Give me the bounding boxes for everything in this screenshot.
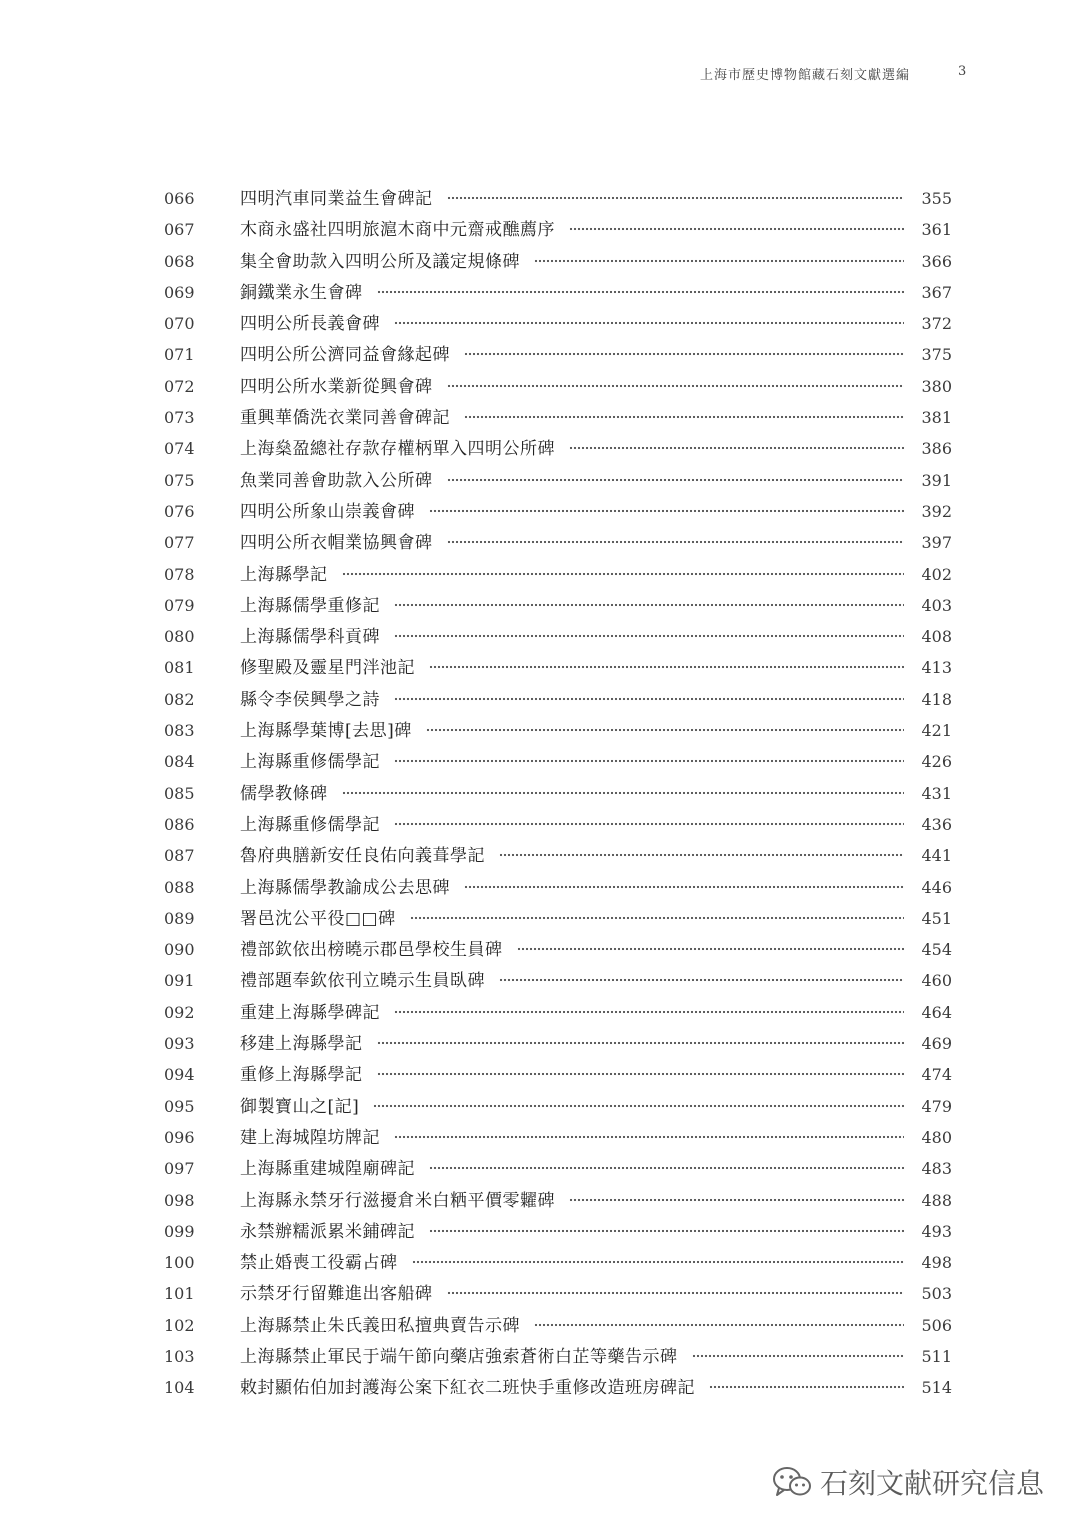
entry-number: 102 [164, 1315, 195, 1335]
entry-page: 480 [921, 1127, 952, 1147]
entry-page: 355 [921, 189, 952, 208]
toc-entry [164, 496, 952, 527]
entry-number: 072 [164, 376, 195, 396]
entry-title: 四明公所公濟同益會緣起碑 [240, 345, 450, 366]
dot-leader [412, 1260, 905, 1264]
entry-page: 506 [921, 1315, 952, 1335]
entry-page: 454 [921, 940, 952, 960]
entry-number: 100 [164, 1253, 195, 1273]
entry-page: 391 [921, 470, 952, 490]
dot-leader [447, 384, 905, 388]
dot-leader [447, 196, 905, 200]
toc-entry [164, 903, 952, 934]
entry-number: 094 [164, 1065, 195, 1085]
entry-title: 上海縣儒學科貢碑 [240, 627, 380, 648]
entry-title: 儒學教條碑 [240, 783, 328, 804]
dot-leader [447, 540, 905, 544]
dot-leader [534, 1323, 904, 1327]
entry-title: 魯府典膳新安任良佑向義葺學記 [240, 846, 485, 867]
dot-leader [394, 697, 904, 701]
entry-number: 084 [164, 752, 195, 772]
dot-leader [569, 1198, 904, 1202]
entry-page: 503 [921, 1284, 952, 1304]
toc-entry [164, 277, 952, 308]
entry-title: 銅鐵業永生會碑 [240, 282, 363, 303]
entry-number: 073 [164, 408, 195, 428]
dot-leader [447, 1291, 905, 1295]
toc-entry [164, 934, 952, 965]
toc-entry [164, 214, 952, 245]
dot-leader [429, 1229, 904, 1233]
entry-page: 392 [921, 501, 952, 521]
toc-entry [164, 715, 952, 746]
wechat-icon [772, 1465, 812, 1499]
dot-leader [342, 791, 905, 795]
toc-entry [164, 1059, 952, 1090]
entry-number: 087 [164, 846, 195, 866]
toc-entry [164, 527, 952, 558]
entry-title: 敕封顯佑伯加封護海公案下紅衣二班快手重修改造班房碑記 [240, 1378, 695, 1399]
dot-leader [377, 1041, 905, 1045]
entry-title: 四明公所象山崇義會碑 [240, 501, 415, 522]
toc-entry [164, 621, 952, 652]
entry-number: 083 [164, 721, 195, 741]
dot-leader [373, 1104, 904, 1108]
entry-page: 426 [921, 752, 952, 772]
entry-number: 069 [164, 282, 195, 302]
entry-title: 四明公所水業新從興會碑 [240, 376, 433, 397]
entry-number: 078 [164, 564, 195, 584]
toc-entry [164, 809, 952, 840]
entry-title: 禁止婚喪工役霸占碑 [240, 1253, 398, 1274]
toc-entry [164, 1028, 952, 1059]
entry-title: 上海縣永禁牙行滋擾倉米白粞平價零糶碑 [240, 1190, 555, 1211]
entry-number: 070 [164, 314, 195, 334]
dot-leader [377, 1072, 905, 1076]
entry-title: 重建上海縣學碑記 [240, 1002, 380, 1023]
entry-title: 四明公所衣帽業協興會碑 [240, 533, 433, 554]
entry-page: 386 [921, 439, 952, 459]
entry-number: 103 [164, 1346, 195, 1366]
entry-page: 413 [921, 658, 952, 678]
entry-number: 101 [164, 1284, 195, 1304]
dot-leader [394, 603, 904, 607]
entry-page: 436 [921, 814, 952, 834]
entry-number: 095 [164, 1096, 195, 1116]
entry-number: 082 [164, 689, 195, 709]
dot-leader [569, 227, 904, 231]
toc-entry [164, 1216, 952, 1247]
entry-title: 上海縣禁止朱氏義田私擅典賣告示碑 [240, 1315, 520, 1336]
entry-number: 076 [164, 501, 195, 521]
entry-title: 署邑沈公平役□□碑 [240, 908, 396, 929]
entry-title: 上海縣儒學重修記 [240, 595, 380, 616]
dot-leader [709, 1385, 904, 1389]
entry-number: 088 [164, 877, 195, 897]
entry-number: 099 [164, 1221, 195, 1241]
entry-page: 418 [921, 689, 952, 709]
watermark [772, 1462, 1044, 1502]
toc-entry [164, 1091, 952, 1122]
dot-leader [410, 916, 904, 920]
dot-leader [499, 853, 904, 857]
toc-entry [164, 1153, 952, 1184]
entry-title: 縣令李侯興學之詩 [240, 689, 380, 710]
entry-title: 修聖殿及靈星門泮池記 [240, 658, 415, 679]
toc-entry [164, 840, 952, 871]
entry-title: 御製寶山之[記] [240, 1096, 360, 1117]
entry-page: 403 [921, 595, 952, 615]
dot-leader [692, 1354, 905, 1358]
dot-leader [447, 478, 905, 482]
entry-title: 集全會助款入四明公所及議定規條碑 [240, 251, 520, 272]
toc-entry [164, 433, 952, 464]
entry-page: 380 [921, 376, 952, 396]
toc-entry [164, 1372, 952, 1403]
entry-number: 096 [164, 1127, 195, 1147]
toc-entry [164, 1278, 952, 1309]
entry-page: 451 [921, 908, 952, 928]
entry-title: 建上海城隍坊牌記 [240, 1127, 380, 1148]
dot-leader [517, 947, 905, 951]
entry-title: 上海縣禁止軍民于端午節向藥店強索蒼術白芷等藥告示碑 [240, 1346, 678, 1367]
entry-title: 上海縣重修儒學記 [240, 752, 380, 773]
dot-leader [394, 634, 904, 638]
entry-title: 上海縣學葉博[去思]碑 [240, 721, 412, 742]
entry-page: 474 [921, 1065, 952, 1085]
entry-title: 四明汽車同業益生會碑記 [240, 189, 433, 209]
entry-page: 469 [921, 1034, 952, 1054]
entry-title: 禮部題奉欽依刊立曉示生員臥碑 [240, 971, 485, 992]
entry-number: 079 [164, 595, 195, 615]
entry-number: 104 [164, 1378, 195, 1398]
toc-entry [164, 746, 952, 777]
toc-entry [164, 371, 952, 402]
toc-entry [164, 1247, 952, 1278]
entry-page: 446 [921, 877, 952, 897]
entry-number: 086 [164, 814, 195, 834]
entry-page: 511 [921, 1346, 952, 1366]
dot-leader [464, 415, 904, 419]
toc-entry [164, 402, 952, 433]
toc-entry [164, 778, 952, 809]
dot-leader [429, 509, 904, 513]
entry-page: 479 [921, 1096, 952, 1116]
entry-number: 080 [164, 627, 195, 647]
entry-number: 097 [164, 1159, 195, 1179]
entry-number: 068 [164, 251, 195, 271]
toc-entry [164, 246, 952, 277]
entry-title: 上海縣重修儒學記 [240, 814, 380, 835]
toc-entry [164, 1310, 952, 1341]
entry-number: 077 [164, 533, 195, 553]
entry-title: 重修上海縣學記 [240, 1065, 363, 1086]
toc-entry [164, 652, 952, 683]
dot-leader [342, 572, 905, 576]
entry-number: 071 [164, 345, 195, 365]
entry-title: 上海縣儒學教諭成公去思碑 [240, 877, 450, 898]
watermark-text: 石刻文献研究信息 [819, 1467, 1044, 1500]
entry-page: 361 [921, 220, 952, 240]
toc-entry [164, 1185, 952, 1216]
dot-leader [429, 665, 904, 669]
entry-page: 483 [921, 1159, 952, 1179]
entry-page: 431 [921, 783, 952, 803]
toc-entry [164, 559, 952, 590]
dot-leader [377, 290, 905, 294]
dot-leader [394, 1010, 904, 1014]
entry-title: 上海燊盈總社存款存權柄單入四明公所碑 [240, 439, 555, 460]
entry-page: 441 [921, 846, 952, 866]
entry-title: 重興華僑洗衣業同善會碑記 [240, 408, 450, 429]
entry-number: 098 [164, 1190, 195, 1210]
toc-entry [164, 590, 952, 621]
entry-title: 禮部欽依出榜曉示郡邑學校生員碑 [240, 940, 503, 961]
entry-title: 魚業同善會助款入公所碑 [240, 470, 433, 491]
entry-page: 421 [921, 721, 952, 741]
toc-entry [164, 1341, 952, 1372]
dot-leader [394, 759, 904, 763]
entry-page: 493 [921, 1221, 952, 1241]
entry-page: 372 [921, 314, 952, 334]
entry-number: 091 [164, 971, 195, 991]
toc-entry [164, 1122, 952, 1153]
entry-number: 092 [164, 1002, 195, 1022]
toc-entry [164, 997, 952, 1028]
dot-leader [499, 978, 904, 982]
entry-page: 375 [921, 345, 952, 365]
entry-number: 066 [164, 189, 195, 208]
dot-leader [426, 728, 904, 732]
entry-page: 367 [921, 282, 952, 302]
table-of-contents [164, 183, 952, 1404]
entry-title: 上海縣學記 [240, 564, 328, 585]
entry-page: 408 [921, 627, 952, 647]
entry-number: 090 [164, 940, 195, 960]
entry-page: 397 [921, 533, 952, 553]
entry-page: 402 [921, 564, 952, 584]
entry-number: 067 [164, 220, 195, 240]
entry-title: 永禁辦糯派累米鋪碑記 [240, 1221, 415, 1242]
entry-page: 488 [921, 1190, 952, 1210]
entry-number: 075 [164, 470, 195, 490]
entry-number: 081 [164, 658, 195, 678]
entry-title: 移建上海縣學記 [240, 1034, 363, 1055]
running-head [0, 64, 1080, 84]
dot-leader [394, 1135, 904, 1139]
entry-number: 089 [164, 908, 195, 928]
entry-title: 四明公所長義會碑 [240, 314, 380, 335]
entry-page: 514 [921, 1378, 952, 1398]
entry-page: 464 [921, 1002, 952, 1022]
dot-leader [569, 446, 904, 450]
toc-entry [164, 183, 952, 214]
dot-leader [464, 352, 904, 356]
entry-title: 木商永盛社四明旅滬木商中元齋戒醮薦序 [240, 220, 555, 241]
entry-number: 085 [164, 783, 195, 803]
entry-title: 示禁牙行留難進出客船碑 [240, 1284, 433, 1305]
dot-leader [394, 822, 904, 826]
toc-entry [164, 684, 952, 715]
entry-number: 093 [164, 1034, 195, 1054]
page-number: 3 [958, 64, 967, 79]
entry-page: 381 [921, 408, 952, 428]
dot-leader [394, 321, 904, 325]
toc-entry [164, 339, 952, 370]
entry-number: 074 [164, 439, 195, 459]
dot-leader [429, 1166, 904, 1170]
entry-title: 上海縣重建城隍廟碑記 [240, 1159, 415, 1180]
toc-entry [164, 872, 952, 903]
entry-page: 366 [921, 251, 952, 271]
toc-entry [164, 308, 952, 339]
dot-leader [534, 259, 904, 263]
entry-page: 460 [921, 971, 952, 991]
toc-entry [164, 965, 952, 996]
toc-entry [164, 465, 952, 496]
running-title: 上海市歷史博物館藏石刻文獻選編 [699, 68, 910, 83]
entry-page: 498 [921, 1253, 952, 1273]
dot-leader [464, 885, 904, 889]
